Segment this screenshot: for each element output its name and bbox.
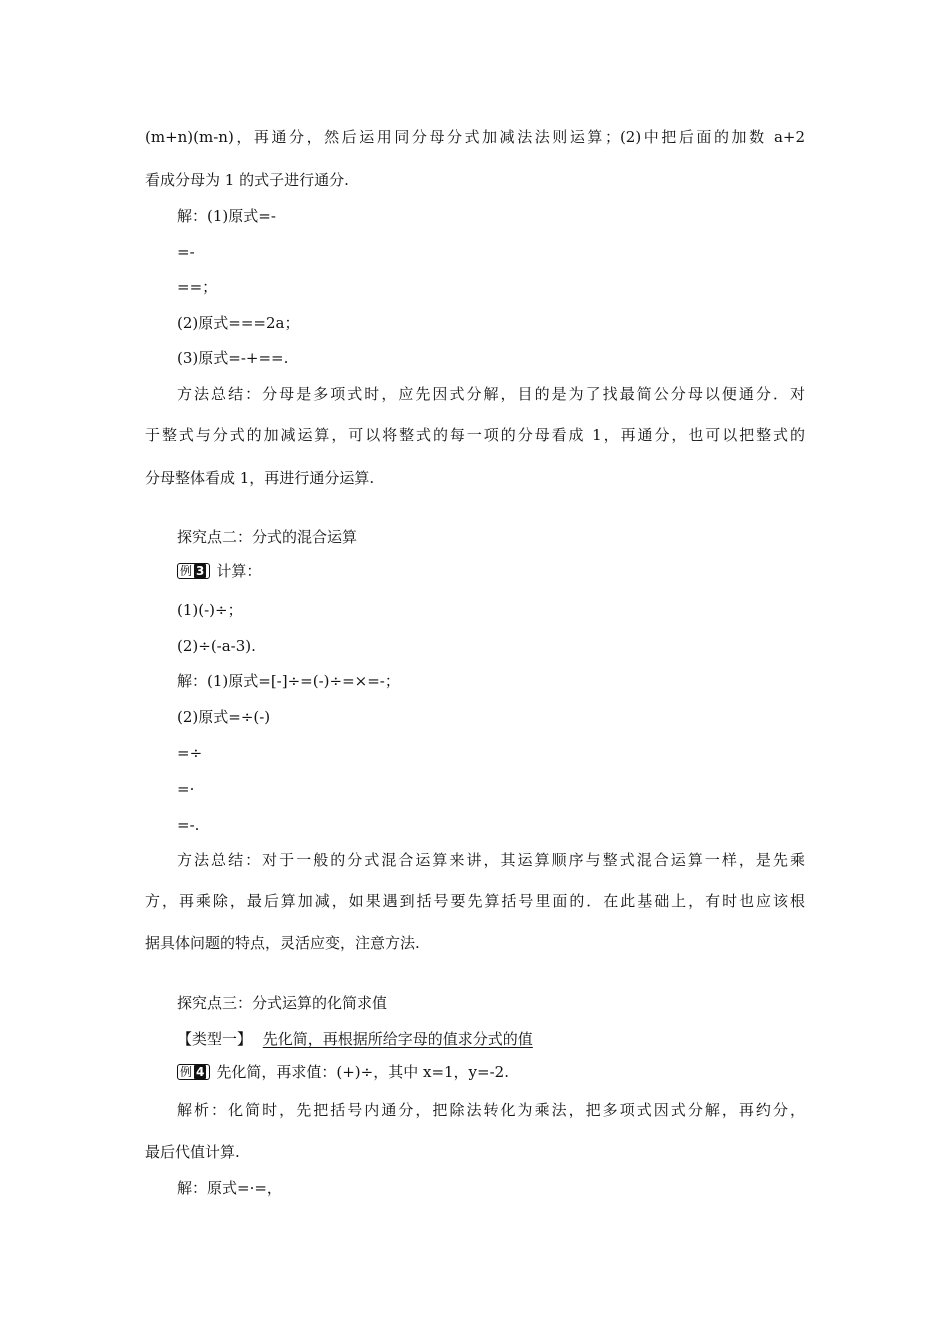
example-badge: 例 4 [177, 1064, 210, 1080]
question-line: (2)÷(-a-3). [177, 637, 256, 655]
summary-line: 方法总结：分母是多项式时，应先因式分解，目的是为了找最简公分母以便通分．对 [177, 385, 805, 403]
solution-line: (2)原式=÷(-) [177, 708, 271, 726]
example-badge: 例 3 [177, 563, 210, 579]
summary-line: 于整式与分式的加减运算，可以将整式的每一项的分母看成 1，再通分，也可以把整式的 [145, 426, 805, 444]
example-heading: 例 3 计算： [177, 561, 261, 581]
paragraph-line: (m+n)(m-n)，再通分，然后运用同分母分式加减法法则运算；(2)中把后面的加数 a+2 [145, 128, 805, 146]
summary-line: 分母整体看成 1，再进行通分运算. [145, 469, 375, 487]
solution-line: (2)原式===2a； [177, 314, 300, 332]
type-heading [177, 1029, 533, 1049]
solution-line: ==； [177, 278, 218, 296]
section-title: 探究点二：分式的混合运算 [177, 528, 358, 546]
summary-line: 方法总结：对于一般的分式混合运算来讲，其运算顺序与整式混合运算一样，是先乘 [177, 851, 805, 869]
solution-line: (3)原式=-+==. [177, 349, 289, 367]
solution-line: =÷ [177, 744, 203, 762]
analysis-line: 解析：化简时，先把括号内通分，把除法转化为乘法，把多项式因式分解，再约分， [177, 1101, 805, 1119]
solution-line: =-. [177, 816, 200, 834]
paragraph-line: 看成分母为 1 的式子进行通分. [145, 171, 349, 189]
analysis-line: 最后代值计算. [145, 1143, 240, 1161]
question-line: (1)(-)÷； [177, 601, 243, 619]
type-label: 【类型一】 [177, 1030, 253, 1048]
section-title: 探究点三：分式运算的化简求值 [177, 994, 388, 1012]
solution-line: 解：(1)原式=- [177, 207, 276, 225]
solution-line: =· [177, 780, 195, 798]
solution-line: =- [177, 243, 195, 261]
summary-line: 据具体问题的特点，灵活应变，注意方法. [145, 934, 420, 952]
solution-line: 解：(1)原式=[-]÷=(-)÷=×=-； [177, 672, 400, 690]
solution-line: 解：原式=·=， [177, 1179, 282, 1197]
example-heading: 例 4 先化简，再求值：(+)÷，其中 x=1，y=-2. [177, 1062, 509, 1082]
type-description: 先化简，再根据所给字母的值求分式的值 [262, 1030, 533, 1048]
summary-line: 方，再乘除，最后算加减，如果遇到括号要先算括号里面的．在此基础上，有时也应该根 [145, 892, 805, 910]
